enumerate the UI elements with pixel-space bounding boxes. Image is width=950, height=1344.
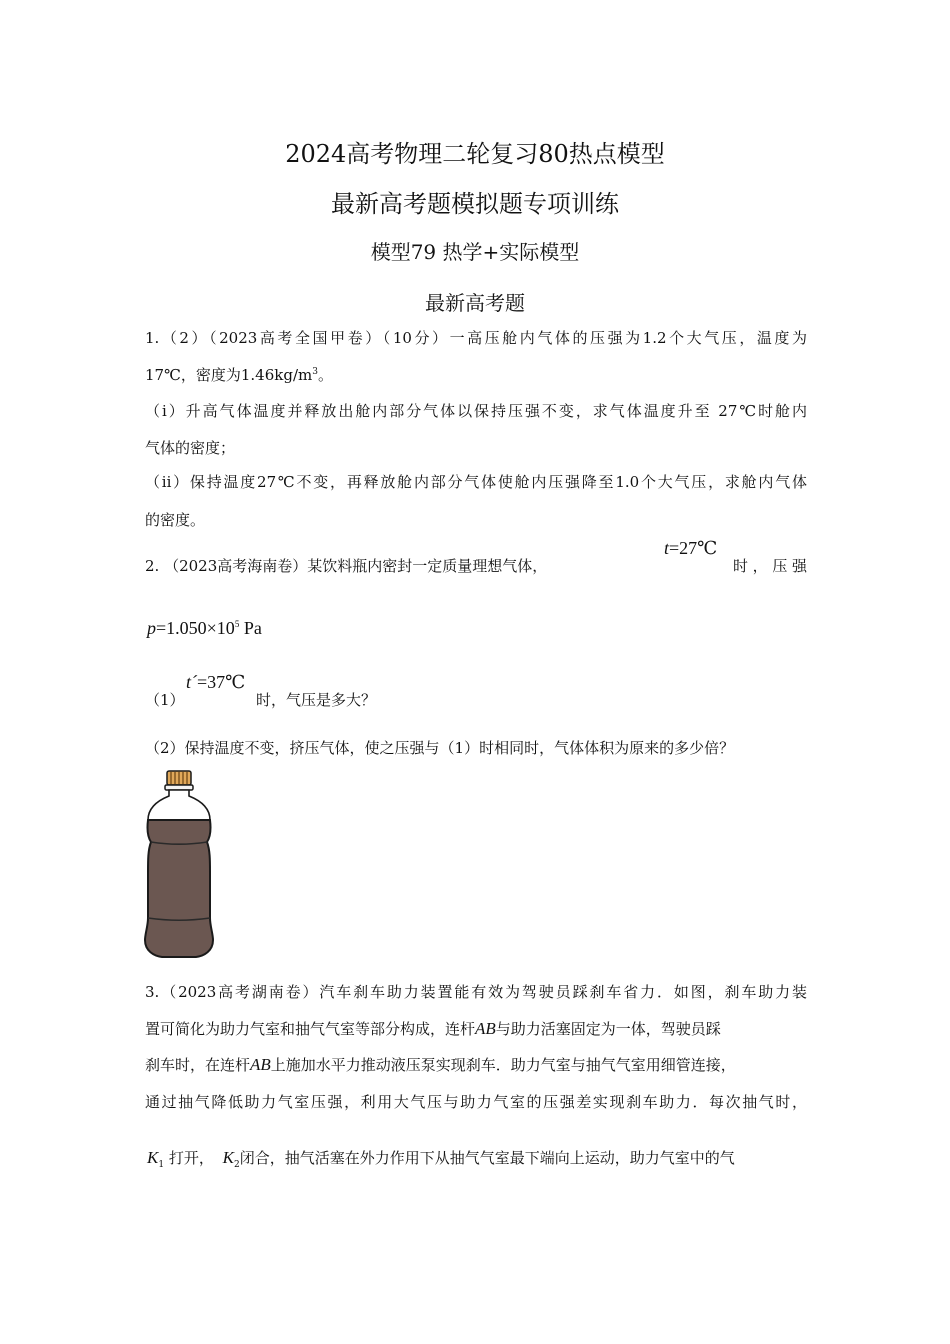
bottle-image <box>142 768 216 960</box>
q2-sub1-label: （1） <box>145 691 185 709</box>
q2-line1-text: 2. （2023高考海南卷）某饮料瓶内密封一定质量理想气体， <box>145 557 548 575</box>
q1-line4: 气体的密度； <box>145 439 236 457</box>
q1-line5: （ii）保持温度27℃不变，再释放舱内部分气体使舱内压强降至1.0个大气压，求舱内气体 <box>145 473 807 491</box>
q2-sub2-question: （2）保持温度不变，挤压气体，使之压强与（1）时相同时，气体体积为原来的多少倍？ <box>145 739 735 757</box>
q3-line5: $K_1$ 打开， $K_2$闭合，抽气活塞在外力作用下从抽气气室最下端向上运动，助力气室中的气 <box>147 1148 735 1170</box>
q2-sub1-question: 时，气压是多大？ <box>256 691 377 709</box>
q2-pressure-formula: $p=1.050\times 10^5$ Pa <box>147 618 262 638</box>
q1-line6: 的密度。 <box>145 511 206 529</box>
doc-title-line3: 模型79 热学+实际模型 <box>370 240 580 264</box>
q3-line1: 3.（2023高考湖南卷）汽车刹车助力装置能有效为驾驶员踩刹车省力．如图，刹车助力装 <box>145 983 807 1001</box>
section-heading: 最新高考题 <box>425 291 525 315</box>
bottle-cap-icon <box>167 771 191 785</box>
q1-line1: 1.（2）（2023高考全国甲卷）（10分）一高压舱内气体的压强为1.2个大气压，温度为 <box>145 329 807 347</box>
doc-title-line2: 最新高考题模拟题专项训练 <box>331 190 619 218</box>
q1-line2: 17℃，密度为$1.46kg/m^3$。 <box>145 366 333 384</box>
q2-line1-end: 时，压强 <box>733 557 807 575</box>
q1-line3: （i）升高气体温度并释放出舱内部分气体以保持压强不变，求气体温度升至 27℃时舱内 <box>145 402 807 420</box>
q2-new-temperature-formula: t´=37℃ <box>186 672 246 692</box>
q3-line4: 通过抽气降低助力气室压强，利用大气压与助力气室的压强差实现刹车助力．每次抽气时， <box>145 1093 807 1111</box>
q2-temperature-formula: t=27℃ <box>664 538 718 558</box>
bottle-liquid-icon <box>145 820 213 957</box>
q3-line3: 刹车时，在连杆AB上施加水平力推动液压泵实现刹车．助力气室与抽气气室用细管连接， <box>145 1055 736 1074</box>
q3-line2: 置可简化为助力气室和抽气气室等部分构成，连杆AB与助力活塞固定为一体，驾驶员踩 <box>145 1019 721 1038</box>
bottle-neck-icon <box>148 785 210 820</box>
doc-title-line1: 2024高考物理二轮复习80热点模型 <box>285 140 665 168</box>
